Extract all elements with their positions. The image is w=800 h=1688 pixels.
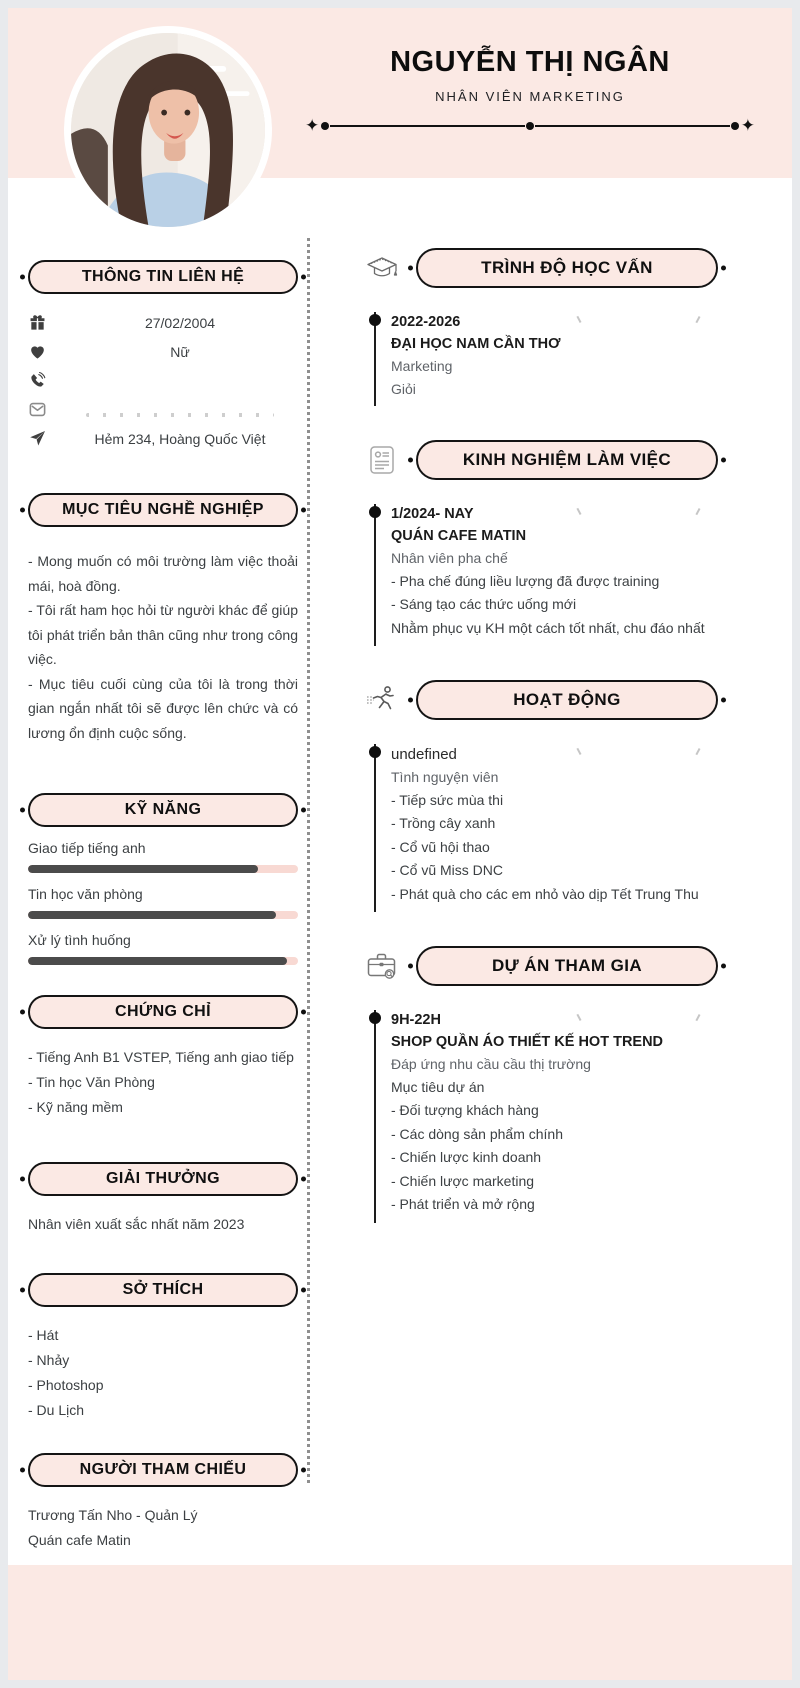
experience-bullet: - Pha chế đúng liều lượng đã được training — [391, 572, 660, 589]
phone-icon — [28, 371, 62, 390]
project-bullet: - Phát triển và mở rộng — [391, 1196, 535, 1212]
skill-item — [28, 840, 298, 873]
education-header — [364, 248, 718, 288]
section-heading-projects: DỰ ÁN THAM GIA — [416, 946, 718, 986]
runner-icon — [364, 683, 400, 717]
skill-bar — [28, 957, 298, 965]
hobby-item: - Du Lịch — [28, 1402, 85, 1418]
project-title: SHOP QUẦN ÁO THIẾT KẾ HOT TREND — [391, 1034, 664, 1050]
projects-entry — [374, 1010, 718, 1223]
left-column — [28, 260, 298, 1553]
cv-document-icon — [364, 443, 400, 477]
section-heading-awards: GIẢI THƯỞNG — [28, 1162, 298, 1196]
dot-icon — [321, 122, 329, 130]
activities-entry — [374, 744, 718, 912]
email-value-redacted — [62, 402, 298, 417]
education-period: 2022-2026 — [391, 314, 461, 330]
section-education — [364, 248, 718, 406]
contact-list — [28, 308, 298, 453]
section-projects — [364, 946, 718, 1223]
experience-bullet: Nhằm phục vụ KH một cách tốt nhất, chu đáo nhất — [391, 619, 705, 636]
contact-row-email — [28, 395, 298, 424]
hobby-item: - Photoshop — [28, 1377, 104, 1393]
activity-bullet: - Trồng cây xanh — [391, 815, 496, 831]
section-heading-experience: KINH NGHIỆM LÀM VIỆC — [416, 440, 718, 480]
activities-period: undefined — [391, 746, 457, 763]
redacted-email-marks — [86, 413, 274, 417]
birthday-value: 27/02/2004 — [144, 314, 216, 331]
mail-icon — [28, 400, 62, 419]
experience-bullet: - Sáng tạo các thức uống mới — [391, 596, 577, 612]
section-heading-activities: HOẠT ĐỘNG — [416, 680, 718, 720]
dot-icon — [526, 122, 534, 130]
skill-bar — [28, 865, 298, 873]
profile-photo — [64, 26, 272, 234]
reference-line: Trương Tấn Nho - Quản Lý — [28, 1507, 198, 1523]
location-arrow-icon — [28, 429, 62, 448]
skill-label: Giao tiếp tiếng anh — [28, 840, 146, 856]
section-activities — [364, 680, 718, 912]
section-heading-education: TRÌNH ĐỘ HỌC VẤN — [416, 248, 718, 288]
experience-header — [364, 440, 718, 480]
objective-line: - Mục tiêu cuối cùng của tôi là trong thời gian ngắn nhất tôi sẽ được lên chức và có lương ổn định cuộc sống. — [28, 675, 298, 741]
skill-bar-fill — [28, 957, 287, 965]
skill-bar-fill — [28, 911, 276, 919]
certificate-item: - Tiếng Anh B1 VSTEP, Tiếng anh giao tiếp — [28, 1049, 294, 1065]
objective-line: - Mong muốn có môi trường làm việc thoải mái, hoà đồng. — [28, 553, 298, 594]
briefcase-search-icon — [364, 949, 400, 983]
hobby-item: - Hát — [28, 1327, 59, 1343]
header-divider — [304, 117, 756, 134]
person-name: NGUYỄN THỊ NGÂN — [390, 46, 670, 78]
address-value: Hẻm 234, Hoàng Quốc Việt — [94, 430, 266, 447]
awards-list — [28, 1212, 298, 1237]
contact-row-phone — [28, 366, 298, 395]
contact-row-address — [28, 424, 298, 453]
diamond-icon: ✦ — [305, 116, 320, 135]
column-divider — [307, 238, 310, 1483]
project-desc: Đáp ứng nhu cầu cầu thị trường — [391, 1056, 591, 1072]
objective-text — [28, 549, 298, 745]
activity-bullet: - Phát quà cho các em nhỏ vào dịp Tết Trung Thu — [391, 885, 699, 902]
skill-label: Xử lý tình huống — [28, 932, 131, 948]
header-block — [304, 46, 756, 134]
section-heading-certificates: CHỨNG CHỈ — [28, 995, 298, 1029]
education-entry — [374, 312, 718, 406]
education-grade: Giỏi — [391, 380, 416, 397]
certificate-item: - Kỹ năng mềm — [28, 1099, 123, 1115]
skill-item — [28, 932, 298, 965]
activity-bullet: - Cổ vũ hội thao — [391, 838, 490, 855]
activity-bullet: - Tiếp sức mùa thi — [391, 791, 504, 808]
references-list — [28, 1503, 298, 1553]
experience-entry — [374, 504, 718, 646]
section-heading-objective: MỤC TIÊU NGHỀ NGHIỆP — [28, 493, 298, 527]
experience-role: Nhân viên pha chế — [391, 550, 508, 566]
portrait-illustration — [71, 33, 265, 227]
skill-label: Tin học văn phòng — [28, 886, 143, 902]
hobbies-list — [28, 1323, 298, 1423]
skills-list — [28, 840, 298, 965]
cv-page — [8, 8, 792, 1680]
section-heading-references: NGƯỜI THAM CHIẾU — [28, 1453, 298, 1487]
projects-header — [364, 946, 718, 986]
activity-bullet: - Cổ vũ Miss DNC — [391, 862, 504, 878]
project-bullet: - Các dòng sản phẩm chính — [391, 1125, 563, 1142]
education-major: Marketing — [391, 358, 453, 374]
redaction-artifact — [578, 748, 698, 756]
gender-value: Nữ — [170, 343, 190, 360]
skill-item — [28, 886, 298, 919]
contact-row-gender — [28, 337, 298, 366]
experience-period: 1/2024- NAY — [391, 506, 474, 522]
education-school: ĐẠI HỌC NAM CẦN THƠ — [391, 336, 561, 352]
section-experience — [364, 440, 718, 646]
contact-row-birthday — [28, 308, 298, 337]
job-title: NHÂN VIÊN MARKETING — [435, 89, 625, 104]
dot-icon — [731, 122, 739, 130]
project-bullet: - Đối tượng khách hàng — [391, 1102, 539, 1118]
activities-role: Tình nguyện viên — [391, 769, 499, 785]
certificate-item: - Tin học Văn Phòng — [28, 1074, 155, 1090]
hobby-item: - Nhảy — [28, 1352, 70, 1368]
footer-band — [8, 1565, 792, 1680]
right-column — [364, 248, 718, 1223]
skill-bar-fill — [28, 865, 258, 873]
project-bullet: Mục tiêu dự án — [391, 1078, 485, 1095]
certificates-list — [28, 1045, 298, 1120]
objective-line: - Tôi rất ham học hỏi từ người khác để giúp tôi phát triển bản thân cũng như trong công việc. — [28, 602, 298, 667]
experience-company: QUÁN CAFE MATIN — [391, 528, 527, 544]
project-period: 9H-22H — [391, 1012, 441, 1028]
redaction-artifact — [578, 508, 698, 516]
redaction-artifact — [578, 316, 698, 324]
reference-line: Quán cafe Matin — [28, 1532, 131, 1548]
section-heading-hobbies: SỞ THÍCH — [28, 1273, 298, 1307]
project-bullet: - Chiến lược marketing — [391, 1172, 535, 1189]
skill-bar — [28, 911, 298, 919]
award-item: Nhân viên xuất sắc nhất năm 2023 — [28, 1216, 245, 1232]
redaction-artifact — [578, 1014, 698, 1022]
diamond-icon: ✦ — [740, 116, 755, 135]
gift-icon — [28, 313, 62, 332]
heart-icon — [28, 342, 62, 361]
graduation-cap-icon — [364, 251, 400, 285]
activities-header — [364, 680, 718, 720]
section-heading-skills: KỸ NĂNG — [28, 793, 298, 827]
project-bullet: - Chiến lược kinh doanh — [391, 1149, 542, 1165]
section-heading-contact: THÔNG TIN LIÊN HỆ — [28, 260, 298, 294]
